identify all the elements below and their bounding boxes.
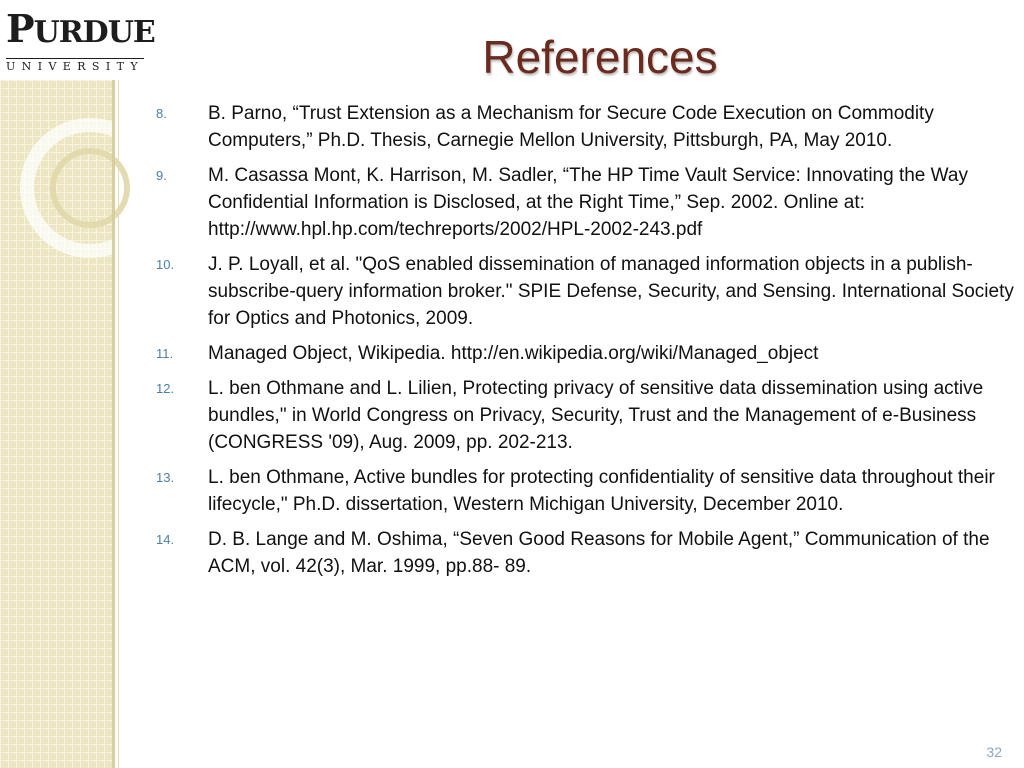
reference-item	[156, 464, 1018, 518]
reference-text: D. B. Lange and M. Oshima, “Seven Good Reasons for Mobile Agent,” Communication of the ACM, vol. 42(3), Mar. 1999, pp.88- 89.	[208, 529, 990, 577]
reference-number: 12.	[156, 381, 175, 396]
reference-text: Managed Object, Wikipedia. http://en.wikipedia.org/wiki/Managed_object	[208, 343, 819, 364]
reference-item	[156, 162, 1018, 243]
reference-text: M. Casassa Mont, K. Harrison, M. Sadler, “The HP Time Vault Service: Innovating the Way Confidential Information is Disclosed, at the Right Time,” Sep. 2002. Online at: http://www.hpl.hp.com/techreports/2002/HPL-2002-243.pdf	[208, 165, 968, 240]
reference-number: 10.	[156, 257, 175, 272]
reference-text: L. ben Othmane, Active bundles for protecting confidentiality of sensitive data throughout their lifecycle," Ph.D. dissertation, Western Michigan University, December 2010.	[208, 467, 995, 515]
references-list	[156, 100, 1018, 588]
reference-text: B. Parno, “Trust Extension as a Mechanism for Secure Code Execution on Commodity Computers,” Ph.D. Thesis, Carnegie Mellon University, Pittsburgh, PA, May 2010.	[208, 103, 934, 151]
reference-number: 14.	[156, 532, 175, 547]
reference-number: 8.	[156, 106, 167, 121]
logo-wordmark-rest: URDUE	[33, 15, 155, 50]
slide-title: References	[482, 31, 718, 83]
reference-number: 9.	[156, 168, 167, 183]
purdue-logo	[0, 0, 155, 80]
reference-text: J. P. Loyall, et al. "QoS enabled dissemination of managed information objects in a publish-subscribe-query information broker." SPIE Defense, Security, and Sensing. International Society for Optics and Photonics, 2009.	[208, 254, 1014, 329]
logo-wordmark-initial: P	[6, 6, 34, 51]
page-number: 32	[986, 744, 1002, 760]
logo-subtitle: UNIVERSITY	[6, 60, 144, 73]
reference-item	[156, 375, 1018, 456]
reference-item	[156, 100, 1018, 154]
logo-wordmark	[6, 6, 155, 56]
band-divider-thin	[118, 0, 119, 768]
reference-number: 13.	[156, 470, 175, 485]
reference-text: L. ben Othmane and L. Lilien, Protecting privacy of sensitive data dissemination using active bundles," in World Congress on Privacy, Security, Trust and the Management of e-Business (CONGRESS '09), Aug. 2009, pp. 202-213.	[208, 378, 984, 453]
reference-item	[156, 526, 1018, 580]
reference-number: 11.	[156, 346, 174, 361]
band-divider	[112, 0, 115, 768]
reference-item	[156, 251, 1018, 332]
reference-item	[156, 340, 1018, 367]
decorative-grid-band	[0, 0, 112, 768]
